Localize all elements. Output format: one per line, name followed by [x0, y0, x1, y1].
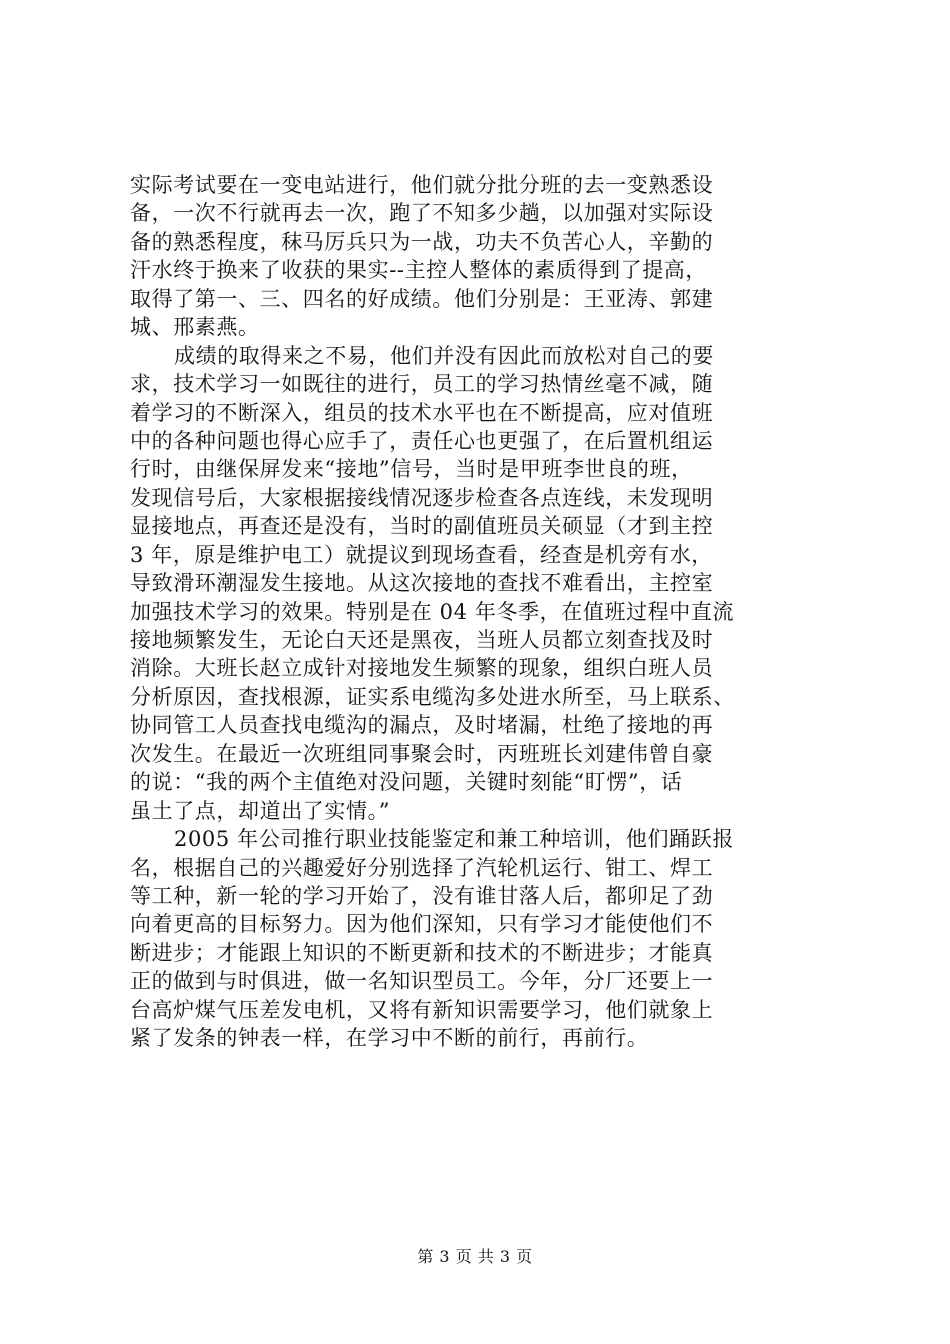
text-line: 着学习的不断深入，组员的技术水平也在不断提高，应对值班 — [130, 400, 714, 425]
text-line: 发现信号后，大家根据接线情况逐步检查各点连线，未发现明 — [130, 485, 714, 510]
text-line: 成绩的取得来之不易，他们并没有因此而放松对自己的要 — [174, 343, 714, 368]
document-body — [130, 171, 828, 1053]
text-line: 消除。大班长赵立成针对接地发生频繁的现象，组织白班人员 — [130, 656, 714, 681]
paragraph — [130, 171, 828, 342]
text-line: 求，技术学习一如既往的进行，员工的学习热情丝毫不减，随 — [130, 372, 714, 397]
text-line: 3 年，原是维护电工）就提议到现场查看，经查是机旁有水， — [130, 542, 713, 567]
text-line: 紧了发条的钟表一样，在学习中不断的前行，再前行。 — [130, 1026, 649, 1051]
text-line: 城、邢素燕。 — [130, 315, 260, 340]
text-line: 显接地点，再查还是没有，当时的副值班员关硕显（才到主控 — [130, 514, 714, 539]
text-line: 汗水终于换来了收获的果实--主控人整体的素质得到了提高， — [130, 258, 707, 283]
text-line: 向着更高的目标努力。因为他们深知，只有学习才能使他们不 — [130, 912, 714, 937]
text-line: 正的做到与时俱进，做一名知识型员工。今年，分厂还要上一 — [130, 969, 714, 994]
text-line: 备，一次不行就再去一次，跑了不知多少趟，以加强对实际设 — [130, 201, 714, 226]
text-line: 导致滑环潮湿发生接地。从这次接地的查找不难看出，主控室 — [130, 571, 714, 596]
paragraph — [130, 825, 828, 1053]
text-line: 名，根据自己的兴趣爱好分别选择了汽轮机运行、钳工、焊工 — [130, 855, 714, 880]
paragraph — [130, 342, 828, 825]
text-line: 实际考试要在一变电站进行，他们就分批分班的去一变熟悉设 — [130, 173, 714, 197]
page-footer: 第 3 页 共 3 页 — [417, 1247, 533, 1266]
text-line: 加强技术学习的效果。特别是在 04 年冬季，在值班过程中直流 — [130, 599, 735, 624]
text-line: 断进步；才能跟上知识的不断更新和技术的不断进步；才能真 — [130, 940, 714, 965]
text-line: 取得了第一、三、四名的好成绩。他们分别是：王亚涛、郭建 — [130, 286, 714, 311]
text-line: 中的各种问题也得心应手了，责任心也更强了，在后置机组运 — [130, 428, 714, 453]
text-line: 协同管工人员查找电缆沟的漏点，及时堵漏，杜绝了接地的再 — [130, 713, 714, 738]
text-line: 的说：“我的两个主值绝对没问题，关键时刻能“盯愣”，话 — [130, 770, 683, 795]
text-line: 次发生。在最近一次班组同事聚会时，丙班班长刘建伟曾自豪 — [130, 741, 714, 766]
text-line: 分析原因，查找根源，证实系电缆沟多处进水所至，马上联系、 — [130, 684, 735, 709]
text-line: 台高炉煤气压差发电机，又将有新知识需要学习，他们就象上 — [130, 997, 714, 1022]
text-line: 行时，由继保屏发来“接地”信号，当时是甲班李世良的班， — [130, 457, 693, 482]
text-line: 2005 年公司推行职业技能鉴定和兼工种培训，他们踊跃报 — [174, 827, 734, 852]
text-line: 等工种，新一轮的学习开始了，没有谁甘落人后，都卯足了劲 — [130, 883, 714, 908]
text-line: 备的熟悉程度，秣马厉兵只为一战，功夫不负苦心人，辛勤的 — [130, 229, 714, 254]
text-line: 接地频繁发生，无论白天还是黑夜，当班人员都立刻查找及时 — [130, 628, 714, 652]
text-line: 虽土了点，却道出了实情。” — [130, 798, 391, 823]
